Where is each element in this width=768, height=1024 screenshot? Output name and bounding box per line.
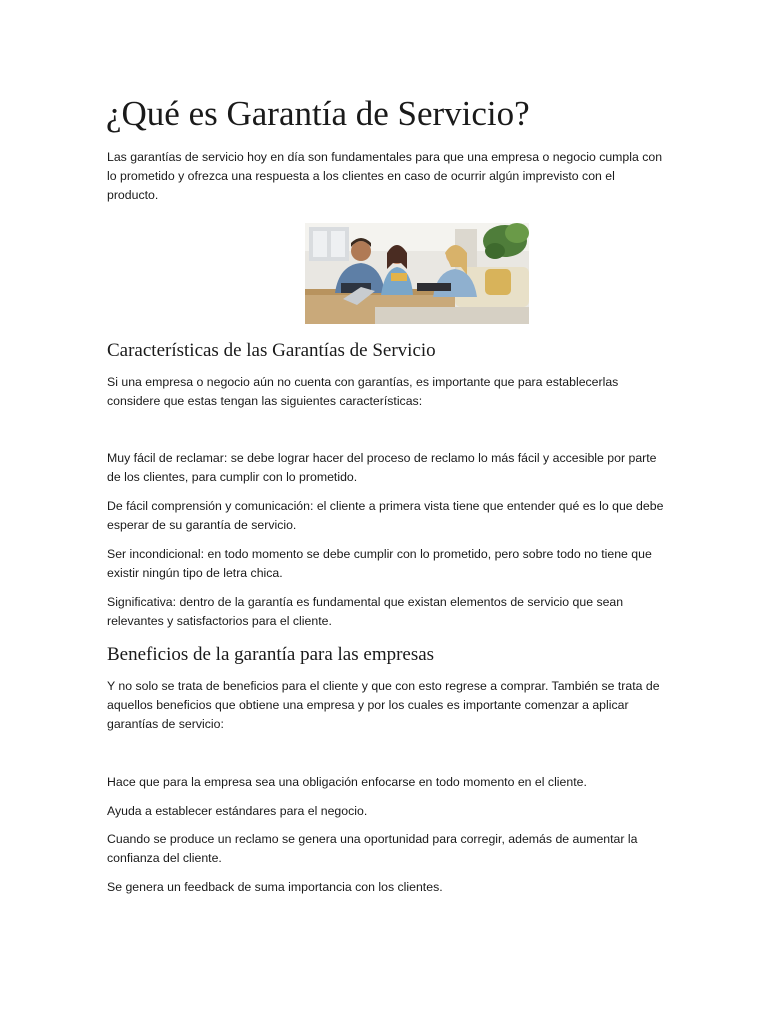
section-heading-beneficios: Beneficios de la garantía para las empresas xyxy=(107,644,435,665)
list-item: Ayuda a establecer estándares para el negocio. xyxy=(107,804,368,818)
intro-paragraph: Las garantías de servicio hoy en día son fundamentales para que una empresa o negocio cumpla con lo prometido y ofrezca una respuesta a los clientes en caso de ocurrir algún imprevisto con el producto. xyxy=(107,150,663,202)
list-item: Cuando se produce un reclamo se genera una oportunidad para corregir, además de aumentar la confianza del cliente. xyxy=(107,832,638,865)
list-item: Ser incondicional: en todo momento se debe cumplir con lo prometido, pero sobre todo no tiene que existir ningún tipo de letra chica. xyxy=(107,547,652,580)
list-item: Muy fácil de reclamar: se debe lograr hacer del proceso de reclamo lo más fácil y accesible por parte de los clientes, para cumplir con lo prometido. xyxy=(107,451,657,484)
section-heading-caracteristicas: Características de las Garantías de Servicio xyxy=(107,340,436,361)
meeting-photo xyxy=(305,223,529,324)
page-title: ¿Qué es Garantía de Servicio? xyxy=(106,94,530,133)
list-item: De fácil comprensión y comunicación: el cliente a primera vista tiene que entender qué es lo que debe esperar de su garantía de servicio. xyxy=(107,499,664,532)
list-item: Se genera un feedback de suma importancia con los clientes. xyxy=(107,880,443,894)
section2-intro: Y no solo se trata de beneficios para el cliente y que con esto regrese a comprar. También se trata de aquellos beneficios que obtiene una empresa y por los cuales es importante comenzar a aplicar garantías de servicio: xyxy=(107,679,660,731)
list-item: Significativa: dentro de la garantía es fundamental que existan elementos de servicio que sean relevantes y satisfactorios para el cliente. xyxy=(107,595,624,628)
section1-intro: Si una empresa o negocio aún no cuenta con garantías, es importante que para establecerlas considere que estas tengan las siguientes características: xyxy=(107,375,619,408)
list-item: Hace que para la empresa sea una obligación enfocarse en todo momento en el cliente. xyxy=(107,775,587,789)
